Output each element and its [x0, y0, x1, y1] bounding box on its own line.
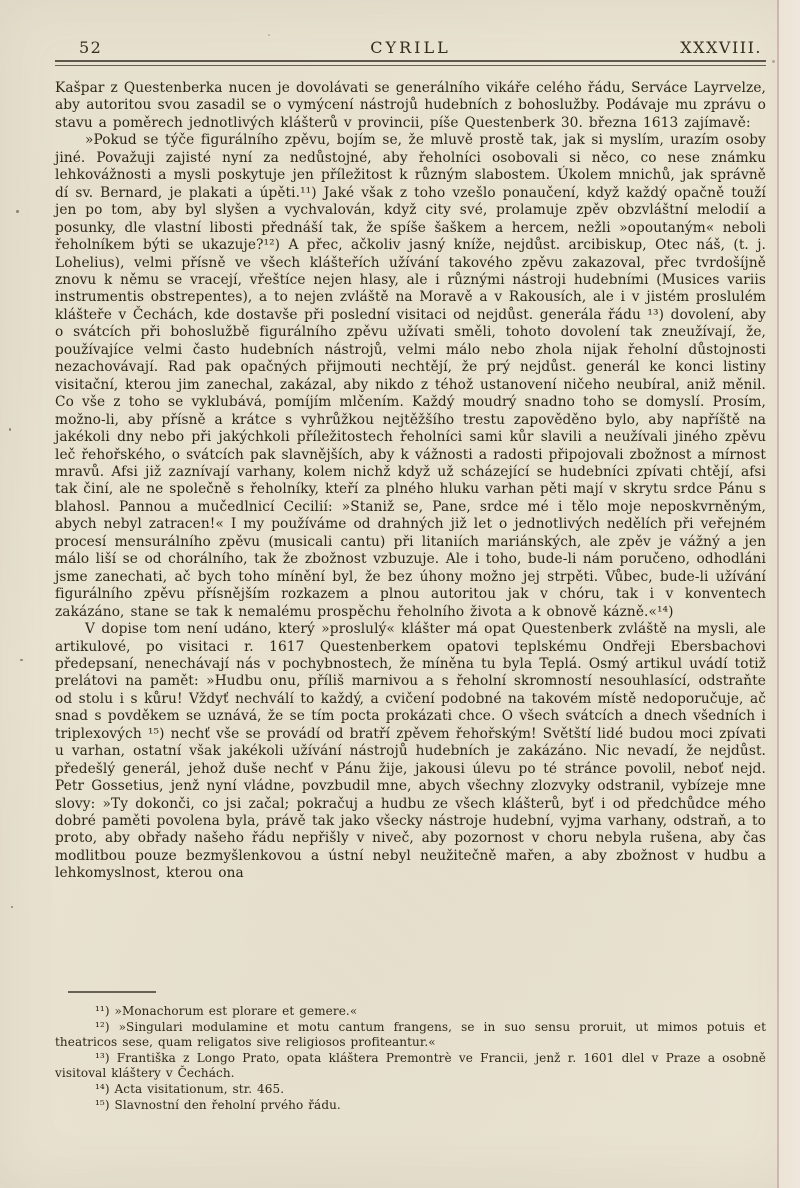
- scan-page-edge-line: [777, 0, 779, 1188]
- volume-number: XXXVIII.: [680, 38, 762, 57]
- scan-speck: [16, 210, 19, 213]
- paragraph: Kašpar z Questenberka nucen je dovolávati se generálního vikáře celého řádu, Serváce Layrvelze, aby autoritou svou zasadil se o vymýcení nástrojů hudebních z bohoslužby. Podávaje mu zprávu o stavu a poměrech jednotlivých klášterů v provincii, píše Questenberk 30. března 1613 zajímavě:: [55, 80, 766, 131]
- footnote-11: ¹¹) »Monachorum est plorare et gemere.«: [95, 1004, 358, 1018]
- running-header: [55, 38, 766, 57]
- footnote-separator: [68, 991, 156, 993]
- header-rule: [55, 60, 766, 66]
- scan-page-edge-band: [779, 0, 800, 1188]
- footnote-14: ¹⁴) Acta visitationum, str. 465.: [95, 1081, 285, 1096]
- footnote-12: ¹²) »Singulari modulamine et motu cantum frangens, se in suo sensu proruit, ut mimos potuis et theatricos sese, quam religatos sive religiosos profiteantur.«: [55, 1019, 766, 1050]
- footnote-13: ¹³) Františka z Longo Prato, opata kláštera Premontrè ve Francii, jenž r. 1601 dlel v Praze a osobně visitoval kláštery v Čechách.: [55, 1050, 766, 1081]
- paragraph: V dopise tom není udáno, který »proslulý« klášter má opat Questenberk zvláště na mysli, ale artikulové, po visitaci r. 1617 Questenberkem opatovi teplskému Ondřeji Ebersbachovi předepsaní, nenechávají nás v pochybnostech, že míněna tu byla Teplá. Osmý artikul uvádí totiž prelátovi na pamět: »Hudbu onu, příliš marnivou a s řeholní skromností nesouhlasící, odstraňte od stolu i s kůru! Vždyť nechválí to každý, a cvičení podobné na takovém místě nedoporučuje, ač snad s povděkem se uznává, že se tím pocta prokázati chce. O všech svátcích a dnech všedních i triplexových ¹⁵) nechť vše se provádí od bratří zpěvem řehořským! Světští lidé budou moci zpívati u varhan, ostatní však jakékoli užívání nástrojů hudebních je zakázáno. Nic nevadí, že nejdůst. předešlý generál, jehož duše nechť v Pánu žije, jakousi úlevu po té stránce povolil, neboť nejd. Petr Gossetius, jenž nyní vládne, povzbudil mne, abych všechny zlozvyky odstranil, vybízeje mne slovy: »Ty dokonči, co jsi začal; pokračuj a hudbu ze všech klášterů, byť i od předchůdce mého dobré paměti povolena byla, právě tak jako všecky nástroje hudební, vyjma varhany, odstraň, a to proto, aby obřady našeho řádu nepřišly v niveč, aby pozornost v choru nebyla rušena, aby čas modlitbou pouze bezmyšlenkovou a ústní nebyl neužitečně mařen, a aby zbožnost v hudbu a lehkomyslnost, kterou ona: [55, 621, 766, 882]
- scan-speck: [11, 906, 13, 908]
- scan-speck: [772, 60, 775, 63]
- paragraph-quote: »Pokud se týče figurálního zpěvu, bojím se, že mluvě prostě tak, jak si myslím, urazím osoby jiné. Považuji zajisté nyní za nedůstojné, aby řeholníci osobovali si něco, co nese známku lehkovážnosti a mysli poskytuje jen příležitost k různým slabostem. Úkolem mnichů, jak správně dí sv. Bernard, je plakati a úpěti.¹¹) Jaké však z toho vzešlo ponaučení, když každý opačně touží jen po tom, aby byl slyšen a vychvalován, když city své, prolamuje zpěv obzvláštní melodií a posunky, dle vlastní libosti přednáší tak, že spíše šaškem a hercem, nežli »opoutaným« neboli řeholníkem býti se ukazuje?¹²) A přec, ačkoliv jasný kníže, nejdůst. arcibiskup, Otec náš, (t. j. Lohelius), velmi přísně ve všech klášteřích užívání takového zpěvu zakazoval, přec tvrdošíjně znovu k němu se vracejí, vřeštíce nejen hlasy, ale i různými nástroji hudebními (Musices variis instrumentis obstrepentes), a to nejen zvláště na Moravě a v Rakousích, ale i v jistém proslulém klášteře v Čechách, kde dostavše při poslední visitaci od nejdůst. generála řádu ¹³) dovolení, aby o svátcích při bohoslužbě figurálního zpěvu užívati směli, tohoto dovolení tak zneužívají, že, používajíce velmi často hudebních nástrojů, velmi málo nebo zhola nijak řeholní důstojnosti nezachovávají. Rad pak opačných přijmouti nechtějí, že prý nejdůst. generál ke konci listiny visitační, kterou jim zanechal, zakázal, aby nikdo z téhož ustanovení ničeho neubíral, aniž měnil. Co vše z toho se vyklubává, pomíjím mlčením. Každý moudrý snadno toho se domyslí. Prosím, možno-li, aby přísně a krátce s vyhrůžkou nejtěžšího trestu zapověděno bylo, aby napříště na jakékoli dny nebo při jakýchkoli příležitostech řeholníci sami kůr slavili a neužívali jiného zpěvu leč řehořského, o svátcích pak slavnějších, aby k vážnosti a radosti připojovali zbožnost a mírnost mravů. Afsi již zaznívají varhany, kolem nichž když už scházející se hudebníci zpívati chtějí, afsi tak činí, ale ne společně s řeholníky, kteří za plného hluku varhan pěti mají v skrytu srdce Pánu s blahosl. Pannou a mučedlnicí Cecilií: »Staniž se, Pane, srdce mé i tělo moje neposkvrněným, abych nebyl zatracen!« I my používáme od drahných již let o jednotlivých nedělích při veřejném procesí mensurálního zpěvu (musicali cantu) při litaniích mariánských, ale zpěv je vážný a jen málo liší se od chorálního, tak že zbožnost vzbuzuje. Ale i toho, bude-li nám poručeno, odhodláni jsme zanechati, ač bych toho mínění byl, že bez úhony možno jej strpěti. Vůbec, bude-li užívání figurálního zpěvu přísnějším rozkazem a plnou autoritou jak v chóru, tak i v konventech zakázáno, stane se tak k nemalému prospěchu řeholního života a k obnově kázně.«¹⁴): [55, 132, 766, 620]
- page-number: 52: [79, 38, 103, 57]
- scan-speck: [268, 34, 270, 36]
- page-body: [55, 80, 766, 883]
- scan-speck: [20, 659, 23, 661]
- scan-speck: [9, 428, 11, 431]
- footnote-15: ¹⁵) Slavnostní den řeholní prvého řádu.: [95, 1097, 341, 1112]
- footnotes: [55, 1004, 766, 1113]
- journal-title: CYRILL: [370, 38, 451, 57]
